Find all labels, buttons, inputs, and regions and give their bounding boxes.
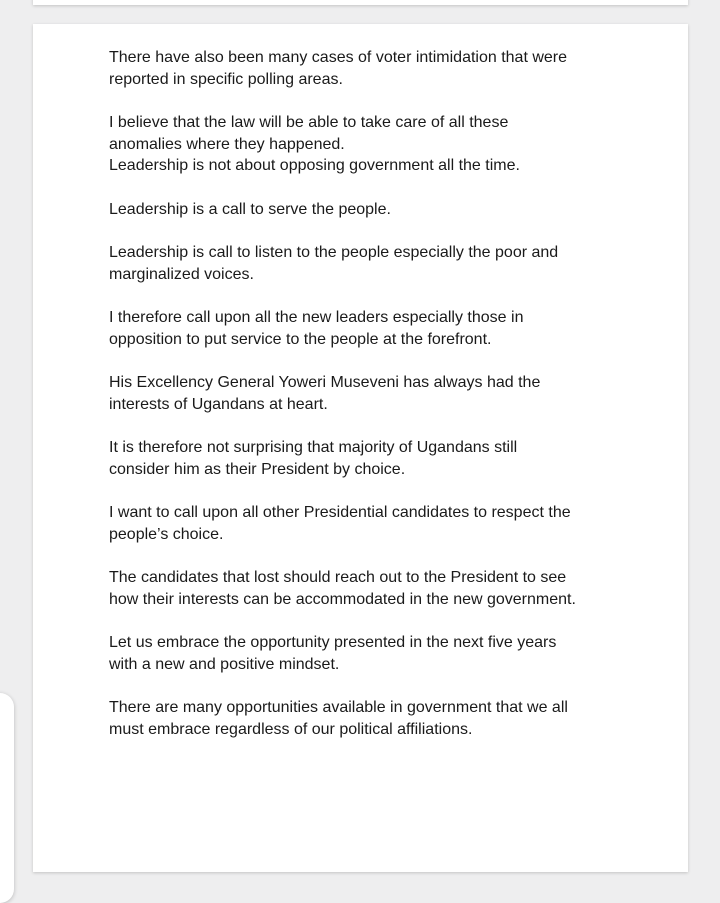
side-panel-handle[interactable] [0,693,14,903]
paragraph: There are many opportunities available in government that we all must embrace regardless of our political affiliations. [109,699,568,738]
paragraph: There have also been many cases of voter intimidation that were reported in specific polling areas. [109,49,568,88]
paragraph: I want to call upon all other Presidential candidates to respect the people’s choice. [109,504,571,543]
paragraph: I believe that the law will be able to take care of all these anomalies where they happened. [109,114,509,153]
paragraph: The candidates that lost should reach out to the President to see how their interests can be accommodated in the new government. [109,569,576,608]
document-page [33,24,688,872]
document-body [109,47,649,762]
paragraph: Leadership is not about opposing government all the time. [109,157,520,174]
paragraph: Let us embrace the opportunity presented in the next five years with a new and positive mindset. [109,634,557,673]
paragraph: His Excellency General Yoweri Museveni has always had the interests of Ugandans at heart. [109,374,541,413]
previous-page-edge [33,0,688,5]
paragraph: Leadership is call to listen to the people especially the poor and marginalized voices. [109,244,559,283]
paragraph: I therefore call upon all the new leaders especially those in opposition to put service to the people at the forefront. [109,309,524,348]
paragraph: Leadership is a call to serve the people. [109,200,391,218]
paragraph: It is therefore not surprising that majority of Ugandans still consider him as their President by choice. [109,439,518,478]
